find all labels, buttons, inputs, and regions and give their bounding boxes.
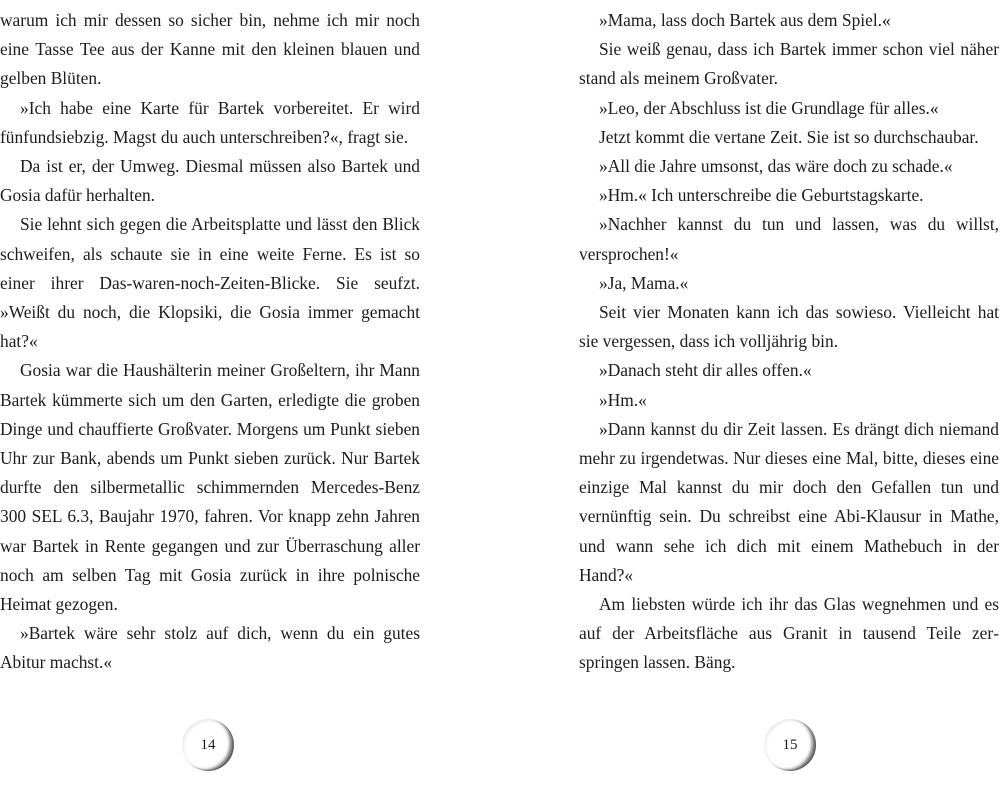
page-number-label: 15 <box>782 736 798 753</box>
page-number-left <box>182 719 234 771</box>
paragraph: Gosia war die Haushälterin meiner Großeltern, ihr Mann Bartek kümmerte sich um den Garten, erledigte die groben Dinge und chauffierte Großvater. Morgens um Punkt sieben Uhr zur Bank, abends um Punkt sieben zurück. Nur Bartek durfte den silbermetallic schimmernden Mercedes-Benz 300 SEL 6.3, Baujahr 1970, fahren. Vor knapp zehn Jahren war Bartek in Rente gegangen und zur Überraschung aller noch am selben Tag mit Gosia zurück in ihre polnische Heimat gezogen. <box>0 360 420 615</box>
paragraph: Jetzt kommt die vertane Zeit. Sie ist so durchschaubar. <box>599 126 979 147</box>
paragraph: »Ich habe eine Karte für Bartek vorbereitet. Er wird fünfundsiebzig. Magst du auch unterschreiben?«, fragt sie. <box>0 97 420 147</box>
paragraph: »Dann kannst du dir Zeit lassen. Es drängt dich niemand mehr zu irgendetwas. Nur dieses eine Mal, bitte, dieses eine einzige Mal kannst du mir doch den Gefallen tun und vernünftig sein. Du schreibst eine Abi-Klausur in Mathe, und wann sehe ich dich mit einem Mathebuch in der Hand?« <box>579 418 999 585</box>
paragraph: Da ist er, der Umweg. Diesmal müssen also Bartek und Gosia dafür herhalten. <box>0 156 420 206</box>
paragraph: »Hm.« Ich unterschreibe die Geburtstagskarte. <box>599 185 924 206</box>
paragraph: warum ich mir dessen so sicher bin, nehme ich mir noch eine Tasse Tee aus der Kanne mit den kleinen blauen und gelben Blüten. <box>0 10 420 89</box>
page-number-right <box>764 719 816 771</box>
paragraph: »Bartek wäre sehr stolz auf dich, wenn du ein gutes Abitur machst.« <box>0 623 420 673</box>
paragraph: »Danach steht dir alles offen.« <box>599 360 812 381</box>
paragraph: »Hm.« <box>599 389 647 410</box>
paragraph: »Mama, lass doch Bartek aus dem Spiel.« <box>599 10 891 30</box>
paragraph: »All die Jahre umsonst, das wäre doch zu schade.« <box>599 156 953 177</box>
right-page <box>579 6 999 678</box>
paragraph: Am liebsten würde ich ihr das Glas wegnehmen und es auf der Arbeitsfläche aus Granit in tausend Teile zerspringen lassen. Bäng. <box>579 594 999 673</box>
paragraph: »Leo, der Abschluss ist die Grundlage für alles.« <box>599 97 939 118</box>
left-page <box>0 6 420 678</box>
paragraph: Sie weiß genau, dass ich Bartek immer schon viel näher stand als meinem Großvater. <box>579 39 999 89</box>
page-number-label: 14 <box>200 736 216 753</box>
paragraph: Seit vier Monaten kann ich das sowieso. Vielleicht hat sie vergessen, dass ich volljährig bin. <box>579 302 999 352</box>
paragraph: »Nachher kannst du tun und lassen, was du willst, versprochen!« <box>579 214 999 264</box>
paragraph: Sie lehnt sich gegen die Arbeitsplatte und lässt den Blick schweifen, als schaute sie in eine weite Ferne. Es ist so einer ihrer Das-waren-noch-Zeiten-Blicke. Sie seufzt. »Weißt du noch, die Klopsiki, die Gosia immer gemacht hat?« <box>0 214 420 352</box>
paragraph: »Ja, Mama.« <box>599 272 689 293</box>
